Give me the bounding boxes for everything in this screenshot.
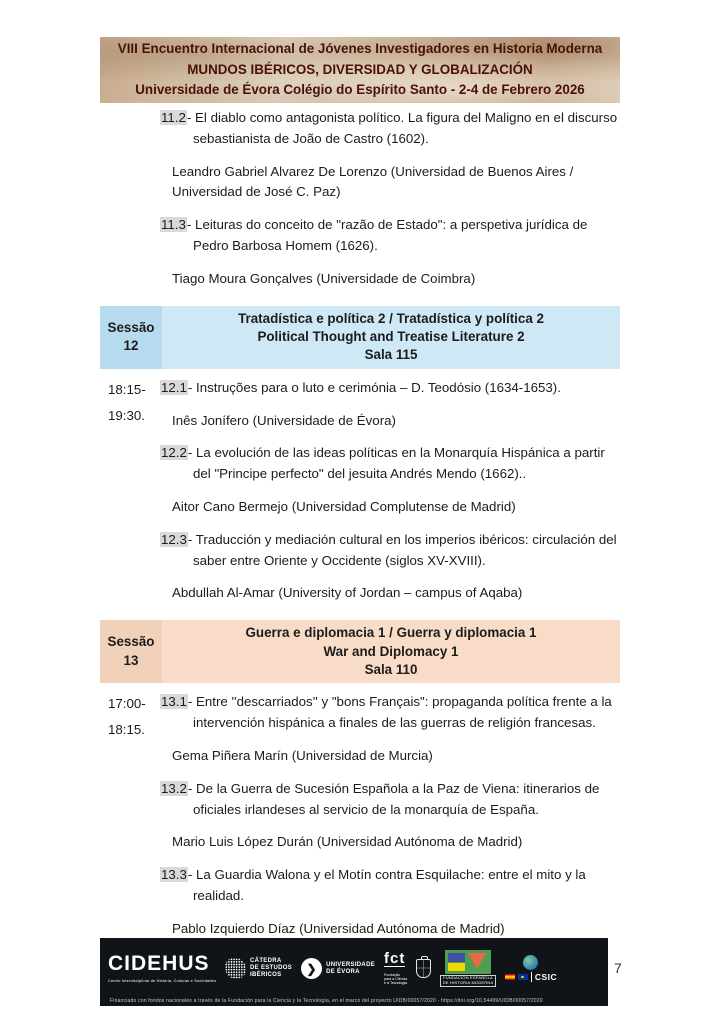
iberia-dotted-map-icon bbox=[225, 958, 246, 979]
session-label: Sessão bbox=[107, 319, 155, 335]
paper-number: 11.2 bbox=[161, 110, 186, 125]
paper-title-text: Traducción y mediación cultural en los imperios ibéricos: circulación del saber entre Oriente y Occidente (siglos XV-XVIII). bbox=[193, 531, 617, 568]
fct-logo bbox=[384, 949, 408, 986]
fct-sub-3: e a Tecnologia bbox=[384, 981, 408, 986]
session-room: Sala 110 bbox=[364, 661, 418, 677]
csic-wordmark: CSIC bbox=[531, 972, 557, 982]
session-title-en: War and Diplomacy 1 bbox=[323, 643, 459, 659]
fehm-caption-2: DE HISTORIA MODERNA bbox=[442, 980, 494, 985]
speaker-name: Aitor Cano Bermejo (Universidad Complutense de Madrid) bbox=[172, 498, 516, 514]
banner-line-1: VIII Encuentro Internacional de Jóvenes Investigadores en Historia Moderna bbox=[117, 41, 603, 57]
fct-wordmark: fct bbox=[384, 949, 406, 967]
fct-sub-2: para a Ciência bbox=[384, 976, 408, 981]
paper-number: 13.3 bbox=[161, 867, 187, 883]
paper-title bbox=[160, 443, 620, 485]
fehm-caption-1: FUNDACIÓN ESPAÑOLA bbox=[443, 975, 493, 981]
session-13-body bbox=[100, 692, 620, 939]
paper-title bbox=[160, 215, 620, 257]
number-separator: - bbox=[187, 531, 193, 547]
paper-title-text: Entre ''descarriados'' y "bons Français": propaganda política frente a la intervención hispánica a finales de las guerras de religión francesas. bbox=[193, 694, 612, 731]
session-room: Sala 115 bbox=[364, 347, 418, 363]
number-separator: - bbox=[187, 694, 193, 710]
speaker-name: Leandro Gabriel Alvarez De Lorenzo (Universidad de Buenos Aires / Universidad de José C. Paz) bbox=[172, 163, 574, 200]
program-content bbox=[100, 108, 620, 952]
session-12-body bbox=[100, 378, 620, 604]
speaker-name: Mario Luis López Durán (Universidad Autónoma de Madrid) bbox=[172, 834, 523, 850]
cidehus-wordmark: CIDEHUS bbox=[108, 952, 210, 975]
uevora-line-2: DE ÉVORA bbox=[326, 968, 360, 975]
fundacion-espanola-historia-moderna-logo bbox=[440, 950, 496, 987]
session-13-label-cell bbox=[100, 620, 162, 683]
paper-title-text: La Guardia Walona y el Motín contra Esquilache: entre el mito y la realidad. bbox=[193, 867, 586, 903]
spain-flag-icon bbox=[505, 974, 515, 980]
catedra-estudos-ibericos-logo bbox=[225, 958, 292, 979]
paper-title bbox=[160, 692, 620, 734]
paper-number: 13.1 bbox=[161, 694, 187, 710]
time-end: 18:15. bbox=[108, 722, 145, 738]
session-number: 12 bbox=[123, 338, 139, 354]
session-11-continuation bbox=[100, 108, 620, 290]
catedra-line-2: DE ESTUDOS bbox=[250, 965, 293, 971]
paper-title bbox=[160, 108, 620, 150]
number-separator: - bbox=[187, 867, 193, 883]
speaker-name: Abdullah Al-Amar (University of Jordan – campus of Aqaba) bbox=[172, 585, 523, 601]
banner-line-2: MUNDOS IBÉRICOS, DIVERSIDAD Y GLOBALIZACIÓN bbox=[187, 61, 533, 77]
number-separator: - bbox=[186, 110, 192, 125]
eu-flag-icon bbox=[518, 974, 528, 980]
number-separator: - bbox=[187, 780, 193, 796]
paper-number: 12.1 bbox=[161, 379, 187, 395]
paper-title-text: De la Guerra de Sucesión Española a la Paz de Viena: itinerarios de oficiales irlandeses al servicio de la monarquía de España. bbox=[193, 780, 600, 817]
universidade-evora-logo bbox=[301, 958, 375, 979]
paper-title bbox=[160, 779, 620, 821]
footer-logo-bar bbox=[100, 938, 608, 1006]
cidehus-logo bbox=[108, 954, 216, 983]
session-title-pt-es: Tratadística e política 2 / Tratadística y política 2 bbox=[238, 310, 544, 326]
session-number: 13 bbox=[123, 652, 139, 668]
paper-title-text: Instruções para o luto e cerimónia – D. Teodósio (1634-1653). bbox=[196, 379, 561, 395]
fehm-artwork-icon bbox=[445, 950, 491, 974]
paper-number: 12.2 bbox=[161, 445, 187, 461]
paper-title bbox=[160, 378, 620, 399]
time-start: 18:15- bbox=[108, 381, 146, 397]
csic-logo-group bbox=[505, 955, 557, 982]
number-separator: - bbox=[187, 379, 193, 395]
banner-line-3: Universidade de Évora Colégio do Espírito Santo - 2-4 de Febrero 2026 bbox=[135, 82, 585, 98]
session-12-header bbox=[100, 306, 620, 369]
cchs-globe-icon bbox=[523, 955, 538, 970]
paper-title bbox=[160, 865, 620, 907]
catedra-line-3: IBÉRICOS bbox=[250, 972, 282, 978]
number-separator: - bbox=[186, 217, 192, 233]
paper-title-text: El diablo como antagonista político. La figura del Maligno en el discurso sebastianista de João de Castro (1602). bbox=[193, 110, 618, 146]
session-12-label-cell bbox=[100, 306, 162, 369]
time-end: 19:30. bbox=[108, 407, 145, 423]
speaker-name: Pablo Izquierdo Díaz (Universidad Autónoma de Madrid) bbox=[172, 920, 505, 936]
cidehus-subtitle: Centro Interdisciplinar de História, Culturas e Sociedades bbox=[108, 979, 217, 983]
crest-icon bbox=[416, 959, 431, 978]
paper-number: 11.3 bbox=[161, 217, 186, 233]
evora-emblem-icon: ❯ bbox=[301, 958, 322, 979]
paper-title-text: La evolución de las ideas políticas en la Monarquía Hispánica a partir del "Principe perfecto" del jesuita Andrés Mendo (1662).. bbox=[193, 445, 605, 482]
funding-statement: Financiado con fondos nacionales a través de la Fundación para la Ciencia y la Tecnología, en el marco del proyecto UIDB/00057/2020 - https://doi.org/10.54499/UIDB/00057/2020 bbox=[110, 998, 543, 1004]
catedra-line-1: CÁTEDRA bbox=[250, 958, 282, 964]
speaker-name: Gema Piñera Marín (Universidad de Murcia) bbox=[172, 747, 433, 763]
session-13-title-cell bbox=[162, 620, 620, 683]
time-start: 17:00- bbox=[108, 696, 146, 712]
paper-number: 12.3 bbox=[161, 531, 187, 547]
session-13-time bbox=[108, 694, 160, 746]
session-12-time bbox=[108, 380, 160, 432]
session-label: Sessão bbox=[107, 634, 155, 650]
fct-sub-1: Fundação bbox=[384, 972, 400, 977]
session-title-pt-es: Guerra e diplomacia 1 / Guerra y diplomacia 1 bbox=[245, 625, 537, 641]
paper-title bbox=[160, 530, 620, 572]
page-number: 7 bbox=[614, 960, 622, 976]
paper-number: 13.2 bbox=[161, 780, 187, 796]
conference-banner bbox=[100, 37, 620, 103]
paper-title-text: Leituras do conceito de "razão de Estado": a perspetiva jurídica de Pedro Barbosa Homem (1626). bbox=[193, 217, 588, 253]
uevora-line-1: UNIVERSIDADE bbox=[326, 961, 376, 968]
number-separator: - bbox=[187, 445, 193, 461]
university-crest-logo bbox=[416, 959, 431, 978]
session-title-en: Political Thought and Treatise Literature 2 bbox=[257, 328, 525, 344]
session-13-header bbox=[100, 620, 620, 683]
speaker-name: Inês Jonífero (Universidade de Évora) bbox=[172, 412, 396, 428]
speaker-name: Tiago Moura Gonçalves (Universidade de Coimbra) bbox=[172, 270, 476, 286]
session-12-title-cell bbox=[162, 306, 620, 369]
